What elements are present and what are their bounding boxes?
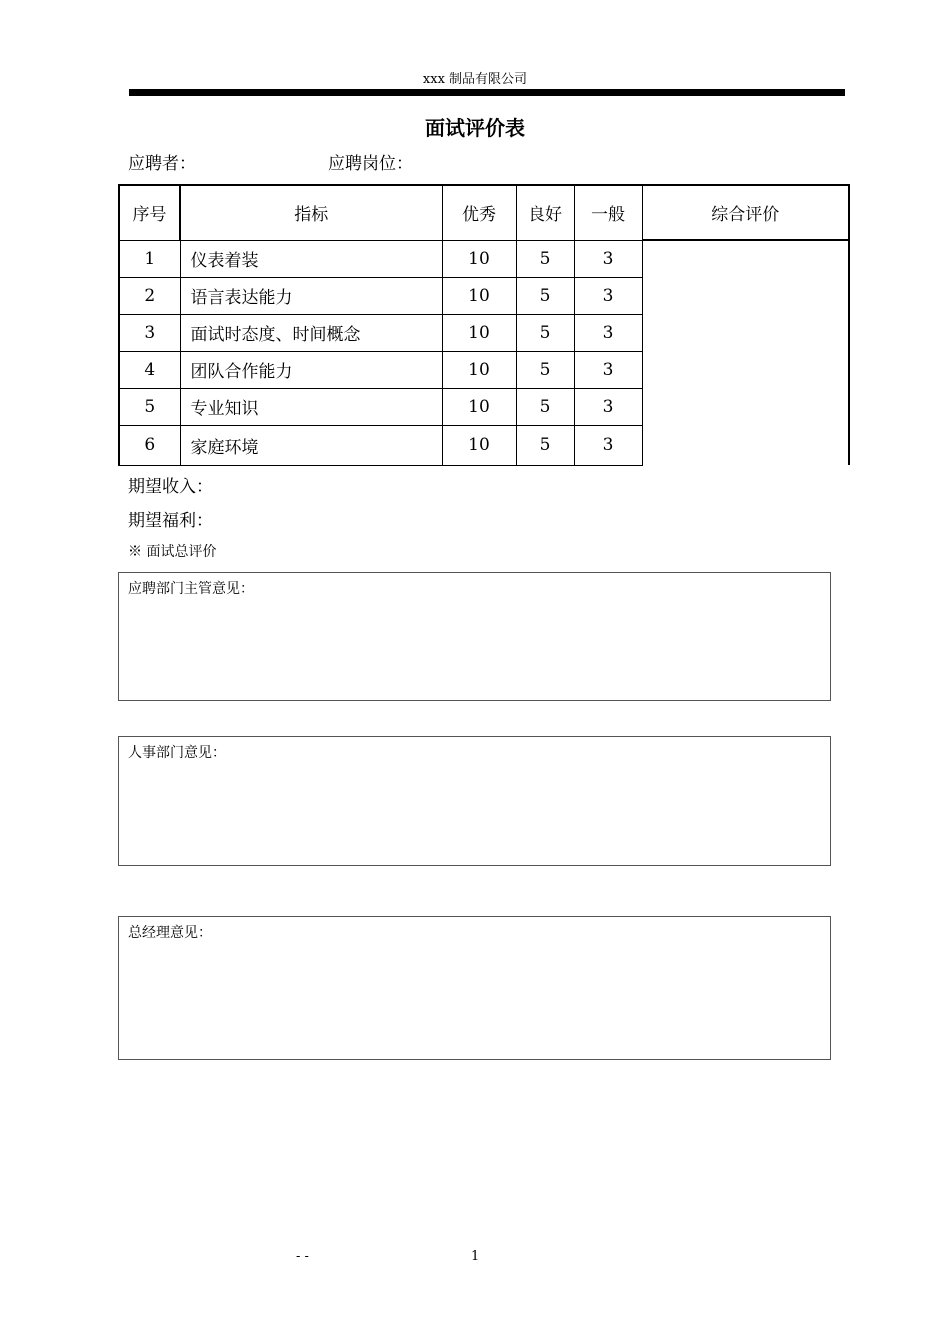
cell-good: 5 [516, 314, 574, 351]
header-excellent: 优秀 [442, 185, 516, 240]
gm-opinion-box[interactable] [118, 916, 831, 1060]
header-average: 一般 [574, 185, 642, 240]
company-header: xxx 制品有限公司 [422, 72, 528, 87]
cell-indicator: 家庭环境 [180, 425, 442, 465]
header-good: 良好 [516, 185, 574, 240]
applicant-label: 应聘者： [128, 154, 196, 174]
cell-average: 3 [574, 351, 642, 388]
cell-average: 3 [574, 425, 642, 465]
dept-manager-opinion-box[interactable] [118, 572, 831, 701]
expected-income-label: 期望收入： [128, 477, 213, 497]
header-indicator: 指标 [180, 185, 442, 240]
overall-evaluation-cell[interactable] [642, 240, 849, 465]
page-number: 1 [471, 1249, 480, 1264]
summary-note: ※ 面试总评价 [128, 544, 217, 560]
cell-average: 3 [574, 277, 642, 314]
cell-no: 2 [119, 277, 180, 314]
cell-excellent: 10 [442, 425, 516, 465]
cell-indicator: 仪表着装 [180, 240, 442, 277]
cell-average: 3 [574, 388, 642, 425]
cell-excellent: 10 [442, 240, 516, 277]
page-title: 面试评价表 [425, 116, 525, 140]
expected-benefits-label: 期望福利： [128, 511, 213, 531]
position-label: 应聘岗位： [328, 154, 413, 174]
cell-average: 3 [574, 240, 642, 277]
cell-good: 5 [516, 277, 574, 314]
cell-good: 5 [516, 425, 574, 465]
hr-opinion-box[interactable] [118, 736, 831, 866]
cell-good: 5 [516, 388, 574, 425]
footer-left: - - [296, 1249, 309, 1264]
cell-no: 5 [119, 388, 180, 425]
cell-indicator: 专业知识 [180, 388, 442, 425]
table-header-row [119, 185, 849, 240]
cell-good: 5 [516, 351, 574, 388]
table-row [119, 240, 849, 277]
gm-opinion-label: 总经理意见： [128, 925, 212, 941]
cell-average: 3 [574, 314, 642, 351]
cell-no: 6 [119, 425, 180, 465]
cell-no: 4 [119, 351, 180, 388]
header-overall: 综合评价 [642, 185, 849, 240]
hr-opinion-label: 人事部门意见： [128, 745, 226, 761]
cell-good: 5 [516, 240, 574, 277]
evaluation-table [118, 184, 850, 466]
cell-no: 3 [119, 314, 180, 351]
cell-no: 1 [119, 240, 180, 277]
cell-excellent: 10 [442, 351, 516, 388]
cell-excellent: 10 [442, 277, 516, 314]
header-no: 序号 [119, 185, 180, 240]
cell-indicator: 语言表达能力 [180, 277, 442, 314]
cell-excellent: 10 [442, 314, 516, 351]
header-rule [129, 89, 845, 96]
cell-indicator: 团队合作能力 [180, 351, 442, 388]
cell-excellent: 10 [442, 388, 516, 425]
dept-manager-opinion-label: 应聘部门主管意见： [128, 581, 254, 597]
cell-indicator: 面试时态度、时间概念 [180, 314, 442, 351]
